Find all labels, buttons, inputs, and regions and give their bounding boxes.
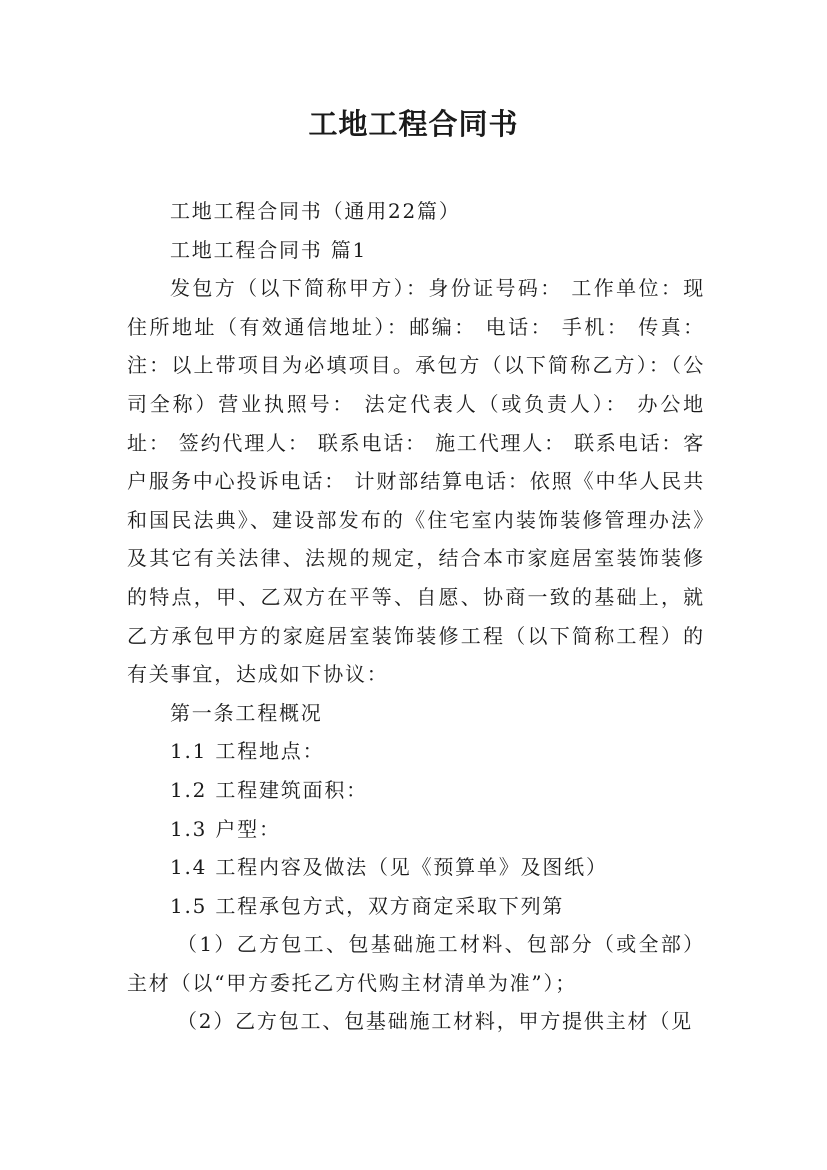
clause-1-3: 1.3 户型： [170, 816, 281, 841]
body-paragraph: 发包方（以下简称甲方）：身份证号码： 工作单位：现住所地址（有效通信地址）：邮编： 电话： 手机： 传真：注：以上带项目为必填项目。承包方（以下简称乙方）：（公司全称）营业执照号： 法定代表人（或负责人）： 办公地址： 签约代理人： 联系电话： 施工代理人： 联系电话：客户服务中心投诉电话： 计财部结算电话：依照《中华人民共和国民法典》、建设部发布的《住宅室内装饰装修管理办法》及其它有关法律、法规的规定，结合本市家庭居室装饰装修的特点，甲、乙双方在平等、自愿、协商一致的基础上，就乙方承包甲方的家庭居室装饰装修工程（以下简称工程）的有关事宜，达成如下协议： [127, 276, 705, 687]
article-heading: 第一条工程概况 [170, 700, 323, 725]
document-body [127, 192, 705, 1041]
clause-1-4: 1.4 工程内容及做法（见《预算单》及图纸） [170, 855, 608, 880]
clause-1-1: 1.1 工程地点： [170, 739, 325, 764]
clause-1-5: 1.5 工程承包方式，双方商定采取下列第 [170, 893, 565, 918]
subtitle-paragraph: 工地工程合同书（通用22篇） [170, 199, 461, 223]
option-1-paragraph: （1）乙方包工、包基础施工材料、包部分（或全部）主材（以“甲方委托乙方代购主材清单为准”）； [127, 932, 705, 995]
option-2-paragraph: （2）乙方包工、包基础施工材料，甲方提供主材（见 [177, 1009, 693, 1034]
clause-1-2: 1.2 工程建筑面积： [170, 777, 368, 802]
document-title: 工地工程合同书 [308, 107, 519, 141]
section-heading: 工地工程合同书 篇1 [170, 237, 368, 262]
